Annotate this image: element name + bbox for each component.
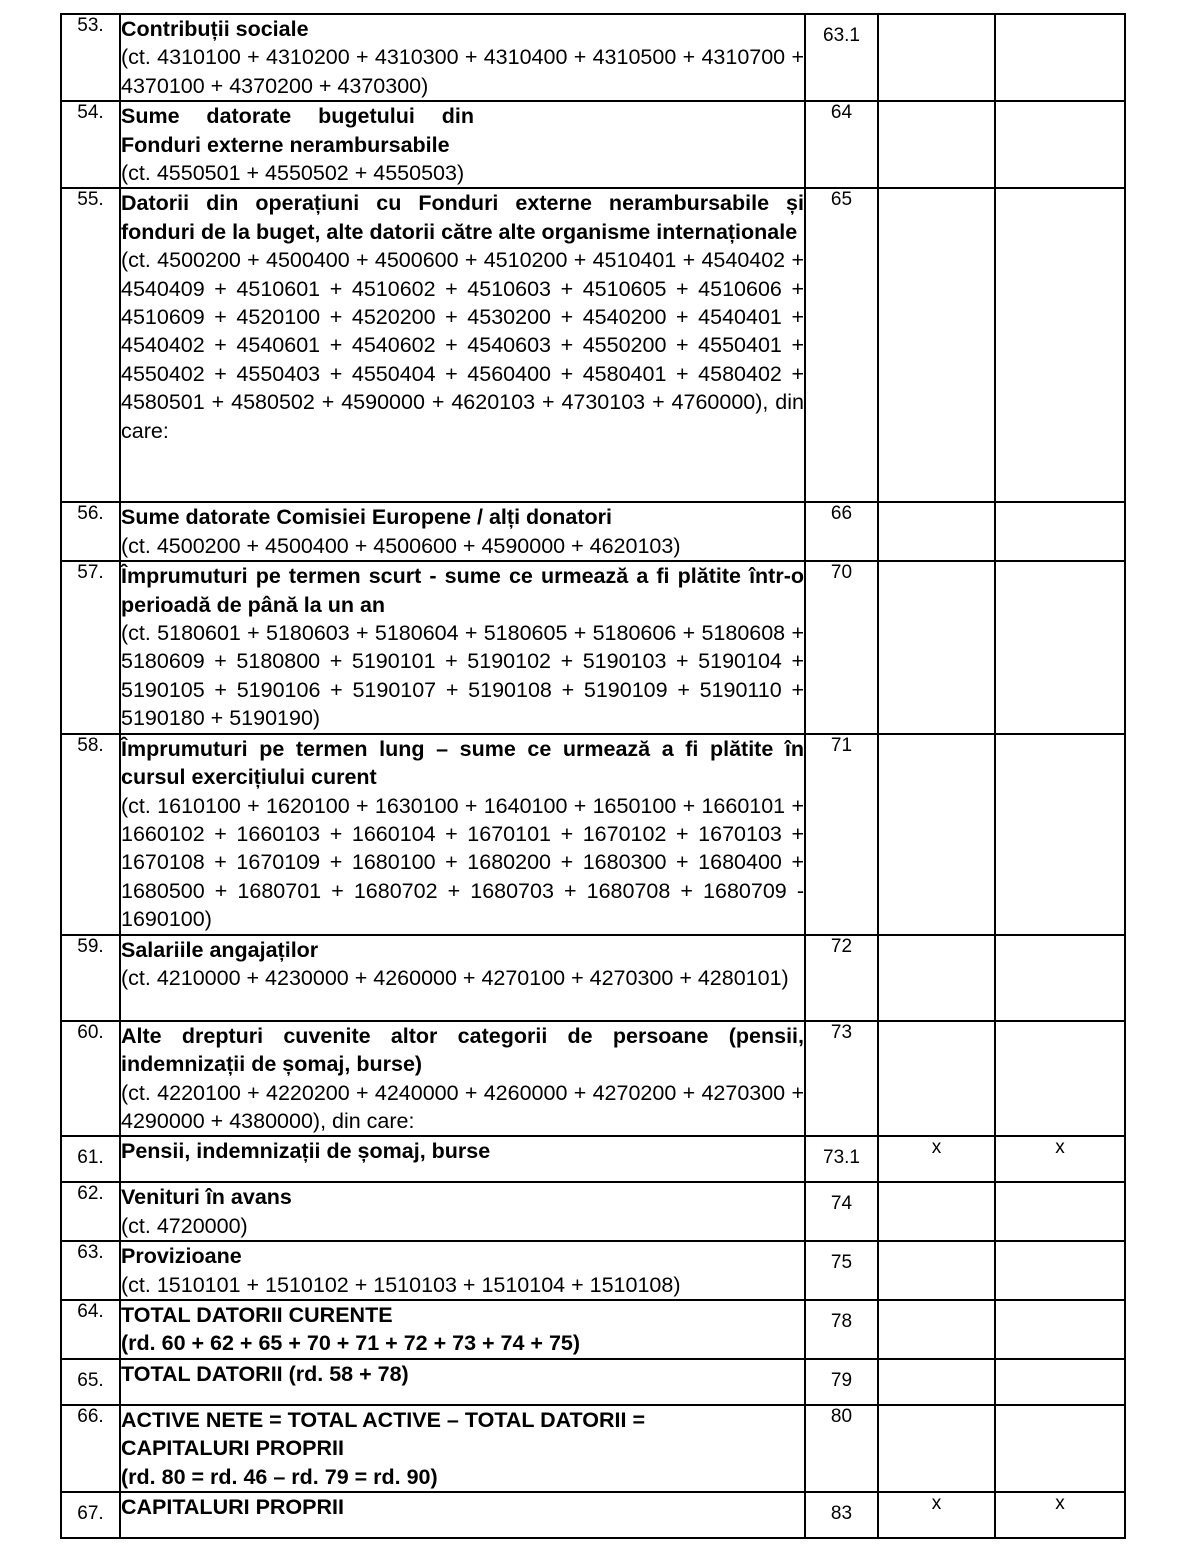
row-code: 75: [805, 1241, 878, 1300]
table-row: [61, 502, 1125, 561]
value-cell-1: [878, 101, 995, 188]
value-cell-2: [995, 734, 1125, 935]
table-row: [61, 1136, 1125, 1182]
row-code: 64: [805, 101, 878, 188]
table-row: [61, 1300, 1125, 1359]
row-number: 62.: [61, 1182, 120, 1241]
row-title: Contribuții sociale: [121, 17, 309, 41]
row-title: Salariile angajaților: [121, 937, 319, 962]
row-title: TOTAL DATORII CURENTE: [121, 1302, 393, 1327]
value-cell-1: [878, 1241, 995, 1300]
row-code: 79: [805, 1359, 878, 1405]
row-description: [120, 14, 805, 101]
value-cell-2: [995, 1182, 1125, 1241]
value-cell-1: x: [878, 1136, 995, 1182]
table-row: [61, 1021, 1125, 1137]
row-description: [120, 935, 805, 1021]
row-description: [120, 1492, 805, 1538]
row-number: 66.: [61, 1405, 120, 1492]
row-number: 61.: [61, 1136, 120, 1182]
value-cell-2: [995, 101, 1125, 188]
value-cell-2: [995, 188, 1125, 502]
value-cell-1: [878, 1182, 995, 1241]
row-number: 63.: [61, 1241, 120, 1300]
row-description: [120, 1359, 805, 1405]
value-cell-1: [878, 1300, 995, 1359]
row-code: 73: [805, 1021, 878, 1137]
row-formula: (ct. 4500200 + 4500400 + 4500600 + 4510200 + 4510401 + 4540402 + 4540409 + 4510601 + 4510602 + 4510603 + 4510605 + 4510606 + 4510609 + 4520100 + 4520200 + 4530200 + 4540200 + 4540401 + 4540402 + 4540601 + 4540602 + 4540603 + 4550200 + 4550401 + 4550402 + 4550403 + 4550404 + 4560400 + 4580401 + 4580402 + 4580501 + 4580502 + 4590000 + 4620103 + 4730103 + 4760000), din care:: [121, 248, 804, 443]
value-cell-2: [995, 502, 1125, 561]
value-cell-1: x: [878, 1492, 995, 1538]
value-cell-2: [995, 935, 1125, 1021]
value-cell-1: [878, 561, 995, 733]
row-description: [120, 1021, 805, 1137]
row-code: 65: [805, 188, 878, 502]
table-row: [61, 1492, 1125, 1538]
row-formula: (rd. 80 = rd. 46 – rd. 79 = rd. 90): [121, 1464, 438, 1489]
row-title: TOTAL DATORII (rd. 58 + 78): [121, 1361, 409, 1386]
row-code: 72: [805, 935, 878, 1021]
table-row: [61, 734, 1125, 935]
value-cell-1: [878, 734, 995, 935]
row-number: 57.: [61, 561, 120, 733]
row-number: 56.: [61, 502, 120, 561]
row-description: [120, 1136, 805, 1182]
row-code: 78: [805, 1300, 878, 1359]
value-cell-1: [878, 935, 995, 1021]
value-cell-1: [878, 14, 995, 101]
row-title: Datorii din operațiuni cu Fonduri externe nerambursabile și fonduri de la buget, alte datorii către alte organisme internaționale: [121, 191, 804, 244]
row-formula: (ct. 5180601 + 5180603 + 5180604 + 5180605 + 5180606 + 5180608 + 5180609 + 5180800 + 5190101 + 5190102 + 5190103 + 5190104 + 5190105 + 5190106 + 5190107 + 5190108 + 5190109 + 5190110 + 5190180 + 5190190): [121, 621, 804, 731]
row-code: 83: [805, 1492, 878, 1538]
value-cell-1: [878, 502, 995, 561]
value-cell-2: x: [995, 1492, 1125, 1538]
table-row: [61, 188, 1125, 502]
row-title: ACTIVE NETE = TOTAL ACTIVE – TOTAL DATORII = CAPITALURI PROPRII: [121, 1407, 646, 1461]
row-description: [120, 101, 805, 188]
row-code: 80: [805, 1405, 878, 1492]
table-row: [61, 14, 1125, 101]
row-number: 59.: [61, 935, 120, 1021]
row-description: [120, 1182, 805, 1241]
value-cell-2: [995, 1405, 1125, 1492]
row-code: 71: [805, 734, 878, 935]
value-cell-2: [995, 1300, 1125, 1359]
table-row: [61, 1182, 1125, 1241]
row-code: 70: [805, 561, 878, 733]
row-number: 58.: [61, 734, 120, 935]
row-number: 64.: [61, 1300, 120, 1359]
table-row: [61, 935, 1125, 1021]
row-title: Sume datorate Comisiei Europene / alți donatori: [121, 505, 613, 530]
table-row: [61, 1241, 1125, 1300]
value-cell-2: [995, 561, 1125, 733]
row-number: 55.: [61, 188, 120, 502]
row-description: [120, 1241, 805, 1300]
table-row: [61, 1359, 1125, 1405]
row-title: Împrumuturi pe termen lung – sume ce urmează a fi plătite în cursul exercițiului curent: [121, 736, 804, 790]
row-title: Provizioane: [121, 1244, 242, 1269]
row-description: [120, 188, 805, 502]
row-code: 74: [805, 1182, 878, 1241]
table-row: [61, 561, 1125, 733]
row-code: 73.1: [805, 1136, 878, 1182]
row-formula: (ct. 1610100 + 1620100 + 1630100 + 1640100 + 1650100 + 1660101 + 1660102 + 1660103 + 1660104 + 1670101 + 1670102 + 1670103 + 1670108 + 1670109 + 1680100 + 1680200 + 1680300 + 1680400 + 1680500 + 1680701 + 1680702 + 1680703 + 1680708 + 1680709 - 1690100): [121, 793, 804, 932]
row-code: 66: [805, 502, 878, 561]
row-formula: (ct. 4220100 + 4220200 + 4240000 + 4260000 + 4270200 + 4270300 + 4290000 + 4380000), din care:: [121, 1080, 804, 1133]
row-formula: (ct. 4500200 + 4500400 + 4500600 + 4590000 + 4620103): [121, 533, 681, 558]
value-cell-1: [878, 1359, 995, 1405]
row-description: [120, 734, 805, 935]
row-number: 54.: [61, 101, 120, 188]
row-title: Împrumuturi pe termen scurt - sume ce urmează a fi plătite într-o perioadă de până la un an: [121, 564, 804, 617]
row-number: 60.: [61, 1021, 120, 1137]
row-code: 63.1: [805, 14, 878, 101]
row-number: 67.: [61, 1492, 120, 1538]
table-row: [61, 1405, 1125, 1492]
row-description: [120, 502, 805, 561]
row-title: Sume datorate bugetului din Fonduri externe nerambursabile: [121, 104, 474, 157]
row-description: [120, 561, 805, 733]
value-cell-2: x: [995, 1136, 1125, 1182]
row-title: Venituri în avans: [121, 1185, 292, 1210]
row-formula: (rd. 60 + 62 + 65 + 70 + 71 + 72 + 73 + 74 + 75): [121, 1331, 581, 1356]
row-formula: (ct. 1510101 + 1510102 + 1510103 + 1510104 + 1510108): [121, 1272, 681, 1297]
row-formula: (ct. 4720000): [121, 1213, 248, 1238]
table-row: [61, 101, 1125, 188]
row-title: Alte drepturi cuvenite altor categorii de persoane (pensii, indemnizații de șomaj, burse): [121, 1023, 804, 1077]
value-cell-1: [878, 188, 995, 502]
value-cell-1: [878, 1405, 995, 1492]
value-cell-1: [878, 1021, 995, 1137]
row-formula: (ct. 4210000 + 4230000 + 4260000 + 4270100 + 4270300 + 4280101): [121, 966, 789, 991]
row-title: Pensii, indemnizații de șomaj, burse: [121, 1139, 491, 1164]
value-cell-2: [995, 1241, 1125, 1300]
value-cell-2: [995, 1021, 1125, 1137]
row-title: CAPITALURI PROPRII: [121, 1494, 344, 1519]
value-cell-2: [995, 1359, 1125, 1405]
row-formula: (ct. 4310100 + 4310200 + 4310300 + 4310400 + 4310500 + 4310700 + 4370100 + 4370200 + 4370300): [121, 45, 804, 98]
balance-sheet-table: [60, 13, 1126, 1539]
value-cell-2: [995, 14, 1125, 101]
row-number: 53.: [61, 14, 120, 101]
row-description: [120, 1405, 805, 1492]
row-description: [120, 1300, 805, 1359]
row-number: 65.: [61, 1359, 120, 1405]
row-formula: (ct. 4550501 + 4550502 + 4550503): [121, 161, 465, 186]
